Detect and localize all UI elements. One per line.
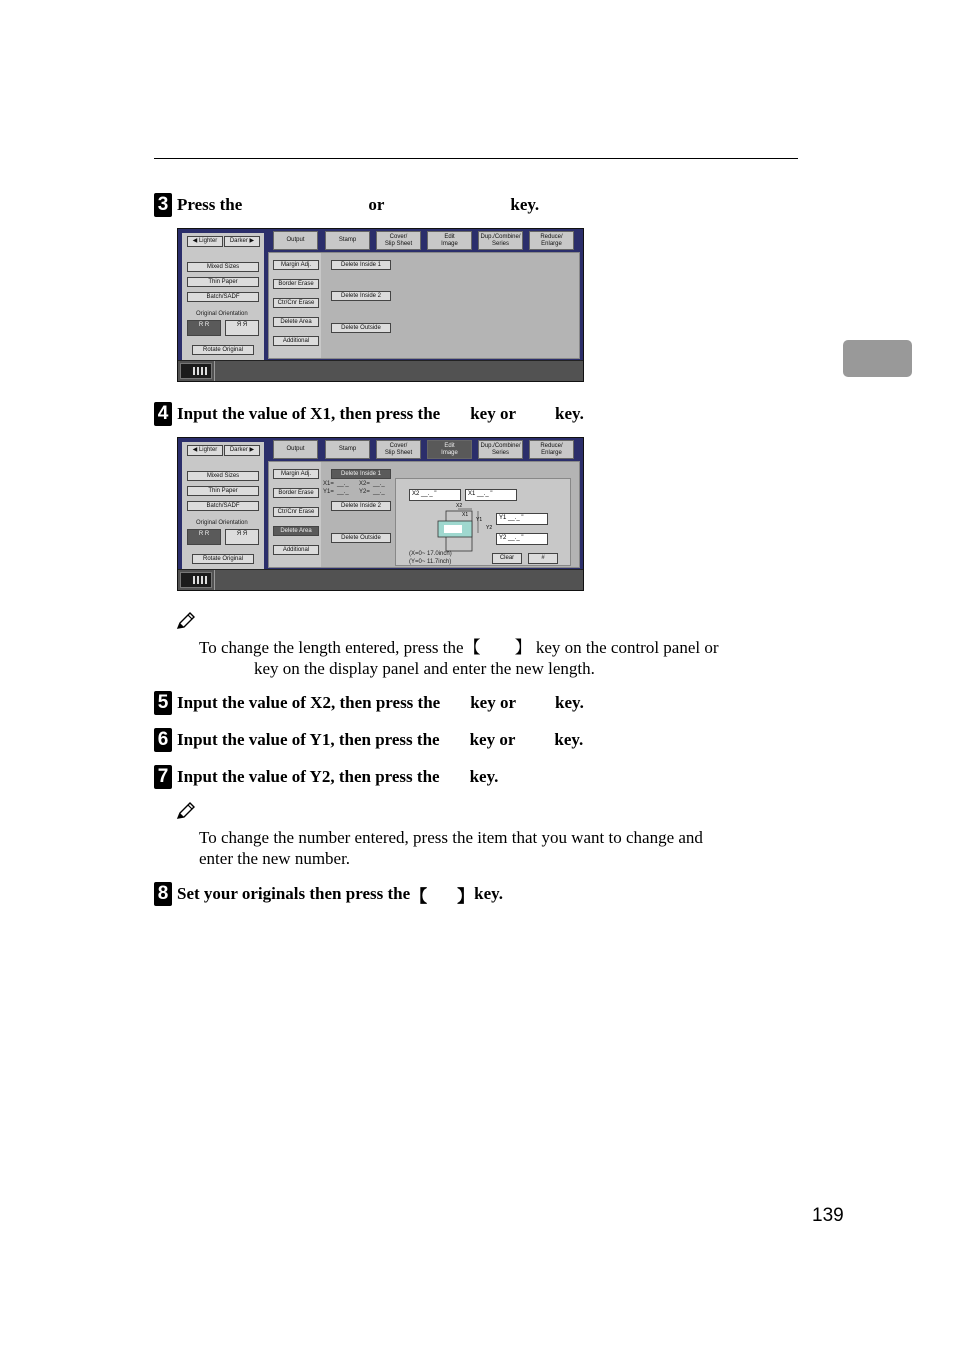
coord-x2-value: __._ [373, 481, 385, 487]
note-2-line-1: To change the number entered, press the item that you want to change and [199, 828, 703, 847]
page-number: 139 [812, 1205, 844, 1226]
step-text: key. [555, 693, 584, 712]
step-text: key. [474, 884, 503, 903]
coordinate-entry-area [395, 478, 571, 566]
step-text: key or [470, 693, 517, 712]
step-text: Set your originals then press the [177, 884, 411, 903]
darker-button[interactable]: Darker ▶ [224, 236, 260, 247]
step-text: Input the value of Y2, then press the [177, 767, 440, 786]
border-erase-button[interactable]: Border Erase [273, 279, 319, 289]
note-1 [199, 637, 799, 679]
step-text: or [368, 195, 385, 214]
coord-y1-label: Y1= [323, 489, 334, 495]
batch-sadf-button[interactable]: Batch/SADF [187, 292, 259, 302]
tab-reduce-enlarge[interactable]: Reduce/ Enlarge [529, 440, 574, 459]
x1-input[interactable]: X1 __._ " [465, 489, 517, 501]
control-panel-screen-2 [177, 437, 584, 591]
main-pane [268, 252, 580, 359]
rotate-original-button[interactable]: Rotate Original [192, 345, 254, 355]
step-text: Input the value of Y1, then press the [177, 730, 440, 749]
tab-output[interactable]: Output [273, 440, 318, 459]
step-number: 8 [154, 882, 172, 906]
tab-stamp[interactable]: Stamp [325, 440, 370, 459]
mixed-sizes-button[interactable]: Mixed Sizes [187, 471, 259, 481]
function-column [269, 253, 321, 358]
coord-y1-value: __._ [337, 489, 349, 495]
diagram-x1-label: X1 [462, 512, 469, 518]
step-4 [154, 401, 584, 427]
step-text: Input the value of X2, then press the [177, 693, 441, 712]
y1-input[interactable]: Y1 __._ " [496, 513, 548, 525]
step-number: 4 [154, 402, 172, 426]
chapter-tab [843, 340, 912, 377]
y2-input[interactable]: Y2 __._ " [496, 533, 548, 545]
x2-input[interactable]: X2 __._ " [409, 489, 461, 501]
step-number: 5 [154, 691, 172, 715]
additional-button[interactable]: Additional [273, 545, 319, 555]
coord-y2-value: __._ [373, 489, 385, 495]
header-rule [154, 158, 798, 159]
step-number: 6 [154, 728, 172, 752]
rotate-original-button[interactable]: Rotate Original [192, 554, 254, 564]
left-pane [182, 233, 264, 361]
tab-bar [268, 229, 582, 251]
function-column [269, 462, 321, 567]
coord-x1-label: X1= [323, 481, 334, 487]
ctr-cnr-erase-button[interactable]: Ctr/Cnr Erase [273, 298, 319, 308]
lighter-button[interactable]: ◀ Lighter [187, 236, 223, 247]
step-3 [154, 192, 539, 218]
clear-button[interactable]: Clear [492, 553, 522, 564]
control-panel-screen-1 [177, 228, 584, 382]
step-number: 7 [154, 765, 172, 789]
copy-counter-icon [180, 572, 212, 588]
pencil-note-icon [176, 612, 196, 630]
pencil-note-icon [176, 802, 196, 820]
delete-outside-button[interactable]: Delete Outside [331, 533, 391, 543]
darker-button[interactable]: Darker ▶ [224, 445, 260, 456]
tab-dup-combine-series[interactable]: Dup./Combine/ Series [478, 231, 523, 250]
tab-output[interactable]: Output [273, 231, 318, 250]
tab-cover-slip-sheet[interactable]: Cover/ Slip Sheet [376, 231, 421, 250]
tab-bar [268, 438, 582, 460]
step-7 [154, 764, 498, 790]
note-1-line-2: key on the display panel and enter the new length. [254, 659, 595, 678]
copy-counter-icon [180, 363, 212, 379]
bracket-close: 】 [457, 886, 475, 906]
status-bar [178, 569, 583, 590]
coord-x2-label: X2= [359, 481, 370, 487]
delete-area-button[interactable]: Delete Area [273, 317, 319, 327]
orientation-label: Original Orientation [196, 520, 248, 526]
diagram-y2-label: Y2 [486, 525, 493, 531]
orientation-portrait-button[interactable]: R R [187, 320, 221, 336]
tab-dup-combine-series[interactable]: Dup./Combine/ Series [478, 440, 523, 459]
delete-inside-2-button[interactable]: Delete Inside 2 [331, 501, 391, 511]
note-2 [199, 827, 799, 869]
delete-inside-1-button[interactable]: Delete Inside 1 [331, 469, 391, 479]
tab-edit-image[interactable]: Edit Image [427, 231, 472, 250]
delete-inside-2-button[interactable]: Delete Inside 2 [331, 291, 391, 301]
tab-reduce-enlarge[interactable]: Reduce/ Enlarge [529, 231, 574, 250]
orientation-landscape-button[interactable]: Я Я [225, 320, 259, 336]
mixed-sizes-button[interactable]: Mixed Sizes [187, 262, 259, 272]
status-bar [178, 360, 583, 381]
step-text: key. [469, 767, 499, 786]
main-pane [268, 461, 580, 568]
diagram-x2-label: X2 [456, 503, 463, 509]
tab-stamp[interactable]: Stamp [325, 231, 370, 250]
step-number: 3 [154, 193, 172, 217]
step-text: Press the [177, 195, 243, 214]
delete-area-diagram [436, 503, 496, 555]
y-range-text: (Y=0~ 11.7inch) [409, 559, 452, 565]
delete-area-button[interactable]: Delete Area [273, 526, 319, 536]
x-range-text: (X=0~ 17.0inch) [409, 551, 452, 557]
coord-x1-value: __._ [337, 481, 349, 487]
tab-edit-image[interactable]: Edit Image [427, 440, 472, 459]
step-8 [154, 881, 503, 907]
delete-outside-button[interactable]: Delete Outside [331, 323, 391, 333]
additional-button[interactable]: Additional [273, 336, 319, 346]
tab-cover-slip-sheet[interactable]: Cover/ Slip Sheet [376, 440, 421, 459]
bracket-open: 【 [410, 886, 428, 906]
ctr-cnr-erase-button[interactable]: Ctr/Cnr Erase [273, 507, 319, 517]
step-text: key or [470, 404, 517, 423]
step-text: key. [510, 195, 540, 214]
delete-inside-1-button[interactable]: Delete Inside 1 [331, 260, 391, 270]
orientation-label: Original Orientation [196, 311, 248, 317]
orientation-portrait-button[interactable]: R R [187, 529, 221, 545]
orientation-landscape-button[interactable]: Я Я [225, 529, 259, 545]
step-text: Input the value of X1, then press the [177, 404, 441, 423]
step-text: key or [469, 730, 516, 749]
note-2-line-2: enter the new number. [199, 849, 351, 868]
thin-paper-button[interactable]: Thin Paper [187, 277, 259, 287]
thin-paper-button[interactable]: Thin Paper [187, 486, 259, 496]
note-1-line-1: To change the length entered, press the【 】 key on the control panel or [199, 638, 719, 657]
hash-button[interactable]: # [528, 553, 558, 564]
margin-adj-button[interactable]: Margin Adj. [273, 260, 319, 270]
coord-y2-label: Y2= [359, 489, 370, 495]
batch-sadf-button[interactable]: Batch/SADF [187, 501, 259, 511]
left-pane [182, 442, 264, 570]
border-erase-button[interactable]: Border Erase [273, 488, 319, 498]
step-text: key. [554, 730, 584, 749]
step-text: key. [555, 404, 584, 423]
step-5 [154, 690, 584, 716]
lighter-button[interactable]: ◀ Lighter [187, 445, 223, 456]
step-6 [154, 727, 583, 753]
diagram-y1-label: Y1 [476, 517, 483, 523]
margin-adj-button[interactable]: Margin Adj. [273, 469, 319, 479]
